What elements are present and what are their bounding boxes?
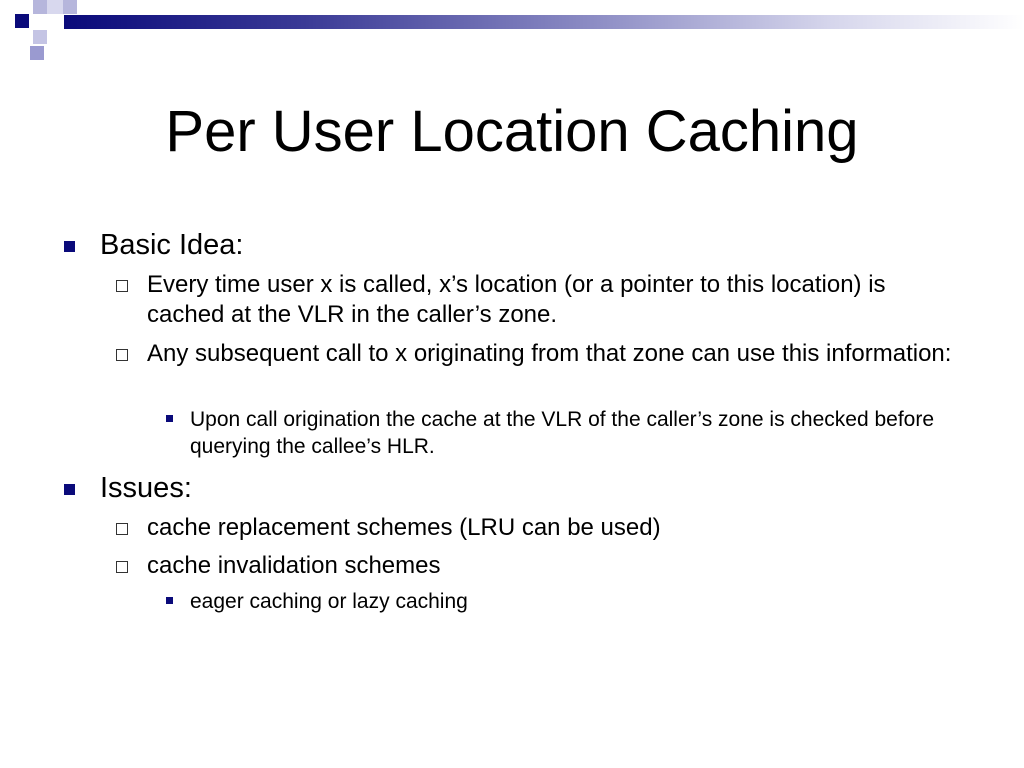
sub-bullet: [116, 270, 966, 330]
sub-bullet-text: cache invalidation schemes: [147, 552, 441, 579]
header-decoration: [0, 0, 1024, 64]
square-bullet-icon: [64, 241, 75, 252]
deco-square: [47, 0, 63, 14]
deco-square: [47, 16, 59, 28]
header-gradient-bar: [64, 15, 1024, 29]
sub-bullet: [116, 513, 966, 543]
sub-sub-bullet-text: eager caching or lazy caching: [190, 590, 468, 613]
sub-sub-bullet-text: Upon call origination the cache at the VLR of the caller’s zone is checked before querying the callee’s HLR.: [190, 408, 935, 458]
hollow-square-bullet-icon: [116, 349, 128, 361]
sub-sub-bullet: [166, 588, 946, 615]
sub-bullet-text: Every time user x is called, x’s location (or a pointer to this location) is cached at the VLR in the caller’s zone.: [147, 271, 886, 328]
small-square-bullet-icon: [166, 415, 173, 422]
hollow-square-bullet-icon: [116, 523, 128, 535]
hollow-square-bullet-icon: [116, 561, 128, 573]
slide-title: Per User Location Caching: [165, 99, 859, 164]
sub-bullet-text: cache replacement schemes (LRU can be used): [147, 514, 661, 541]
hollow-square-bullet-icon: [116, 280, 128, 292]
bullet-text: Basic Idea:: [100, 229, 244, 261]
sub-sub-bullet: [166, 406, 946, 460]
deco-square: [33, 0, 47, 14]
small-square-bullet-icon: [166, 597, 173, 604]
bullet-issues: [64, 471, 964, 505]
square-bullet-icon: [64, 484, 75, 495]
bullet-text: Issues:: [100, 472, 192, 504]
deco-square: [63, 0, 77, 14]
deco-square: [33, 30, 47, 44]
deco-square: [30, 46, 44, 60]
bullet-basic-idea: [64, 228, 964, 262]
sub-bullet-text: Any subsequent call to x originating from that zone can use this information:: [147, 340, 952, 367]
deco-square: [15, 14, 29, 28]
sub-bullet: [116, 339, 966, 369]
sub-bullet: [116, 551, 966, 581]
